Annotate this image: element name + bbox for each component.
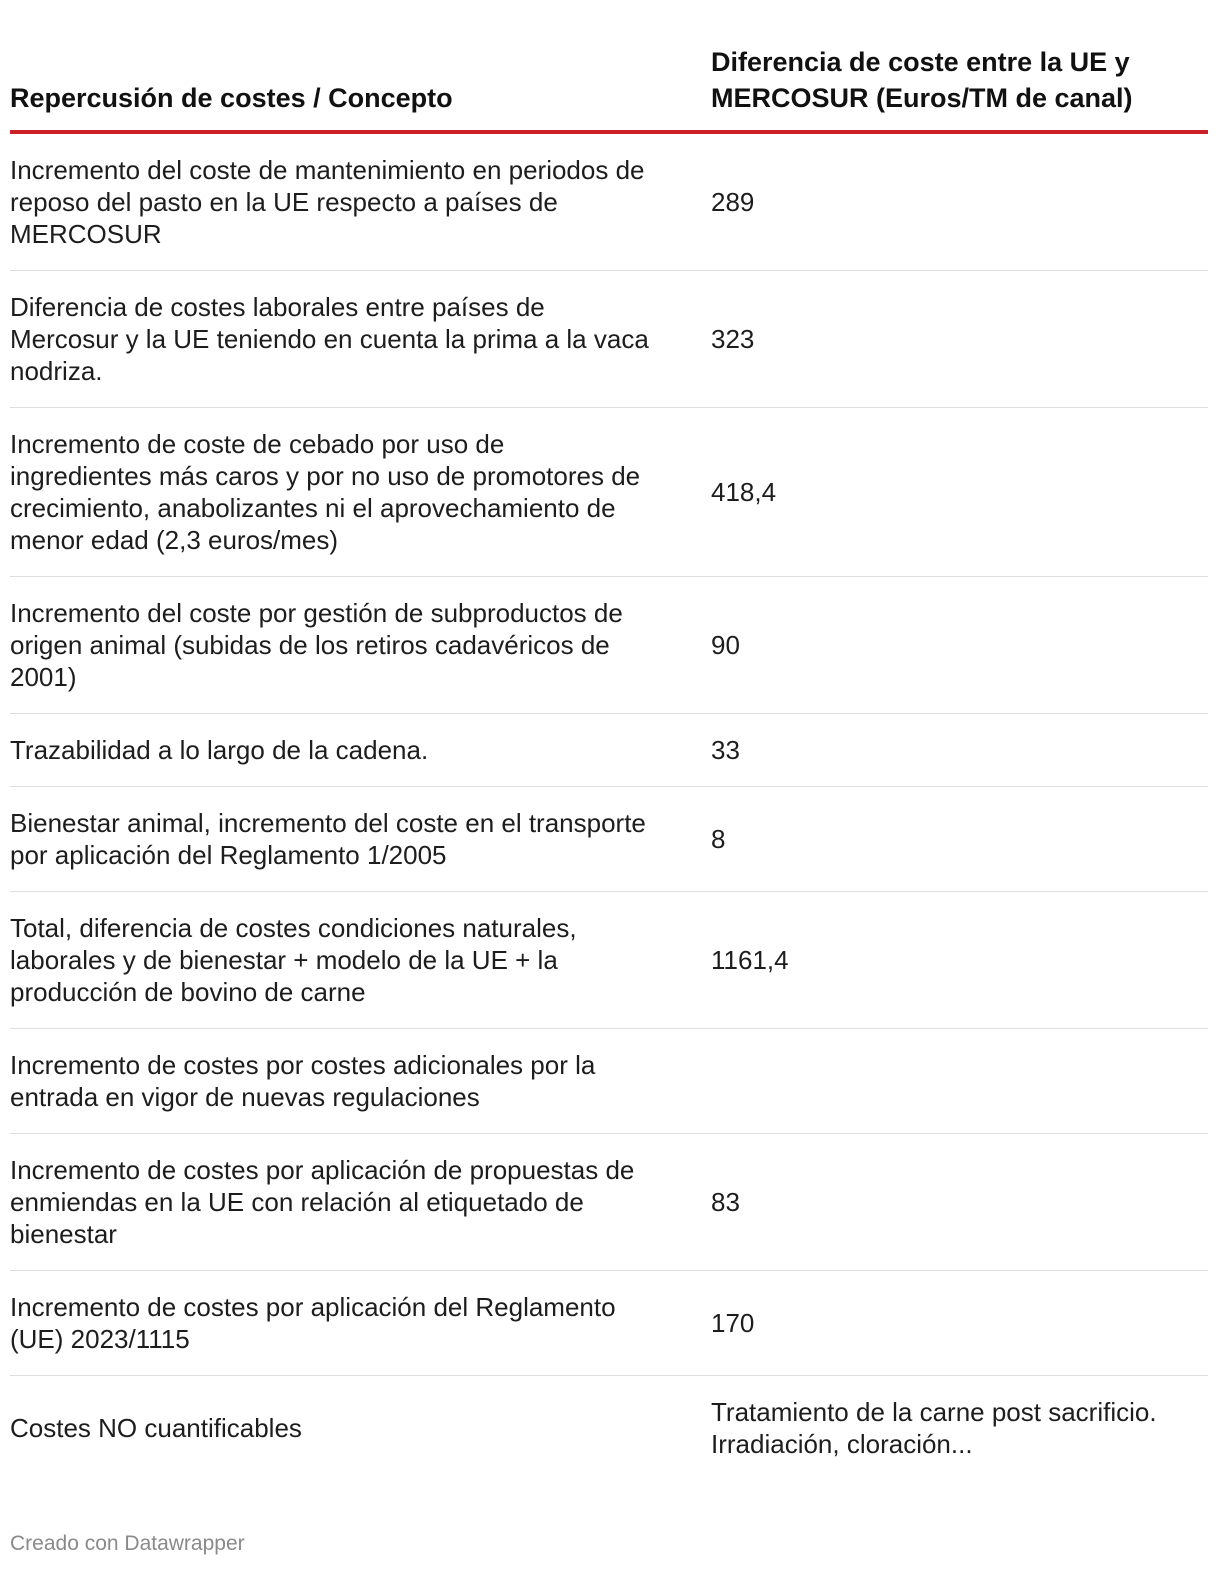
row-concept: Trazabilidad a lo largo de la cadena. [10, 714, 711, 787]
table-row [10, 714, 1208, 787]
header-value: Diferencia de coste entre la UE y MERCOSUR (Euros/TM de canal) [711, 44, 1208, 132]
table-row [10, 1376, 1208, 1481]
row-value: 8 [711, 787, 1208, 892]
datawrapper-credit[interactable]: Creado con Datawrapper [10, 1532, 245, 1555]
row-value: 1161,4 [711, 892, 1208, 1029]
table-row [10, 787, 1208, 892]
row-concept: Incremento de costes por aplicación de propuestas de enmiendas en la UE con relación al etiquetado de bienestar [10, 1134, 711, 1271]
row-value [711, 1029, 1208, 1134]
table-row [10, 892, 1208, 1029]
row-value: 418,4 [711, 408, 1208, 577]
row-value: 289 [711, 132, 1208, 271]
table-row [10, 1029, 1208, 1134]
row-value: 170 [711, 1271, 1208, 1376]
row-value: Tratamiento de la carne post sacrificio. Irradiación, cloración... [711, 1397, 1157, 1459]
table-header-row [10, 44, 1208, 132]
row-concept: Costes NO cuantificables [10, 1413, 302, 1443]
table-row [10, 577, 1208, 714]
row-value: 83 [711, 1134, 1208, 1271]
header-concept: Repercusión de costes / Concepto [10, 44, 711, 132]
table-row [10, 271, 1208, 408]
row-value: 33 [711, 714, 1208, 787]
cost-table [10, 44, 1208, 1480]
row-concept: Total, diferencia de costes condiciones naturales, laborales y de bienestar + modelo de la UE + la producción de bovino de carne [10, 892, 711, 1029]
row-concept: Diferencia de costes laborales entre países de Mercosur y la UE teniendo en cuenta la prima a la vaca nodriza. [10, 271, 711, 408]
cost-table-container [10, 44, 1208, 1480]
table-row [10, 132, 1208, 271]
row-concept: Bienestar animal, incremento del coste en el transporte por aplicación del Reglamento 1/2005 [10, 787, 711, 892]
row-concept: Incremento de costes por costes adicionales por la entrada en vigor de nuevas regulaciones [10, 1029, 711, 1134]
row-value: 323 [711, 271, 1208, 408]
row-value: 90 [711, 577, 1208, 714]
row-concept: Incremento de coste de cebado por uso de ingredientes más caros y por no uso de promotores de crecimiento, anabolizantes ni el aprovechamiento de menor edad (2,3 euros/mes) [10, 408, 711, 577]
table-row [10, 408, 1208, 577]
row-concept: Incremento del coste de mantenimiento en periodos de reposo del pasto en la UE respecto a países de MERCOSUR [10, 132, 711, 271]
table-row [10, 1134, 1208, 1271]
row-concept: Incremento del coste por gestión de subproductos de origen animal (subidas de los retiros cadavéricos de 2001) [10, 577, 711, 714]
row-concept: Incremento de costes por aplicación del Reglamento (UE) 2023/1115 [10, 1271, 711, 1376]
table-row [10, 1271, 1208, 1376]
